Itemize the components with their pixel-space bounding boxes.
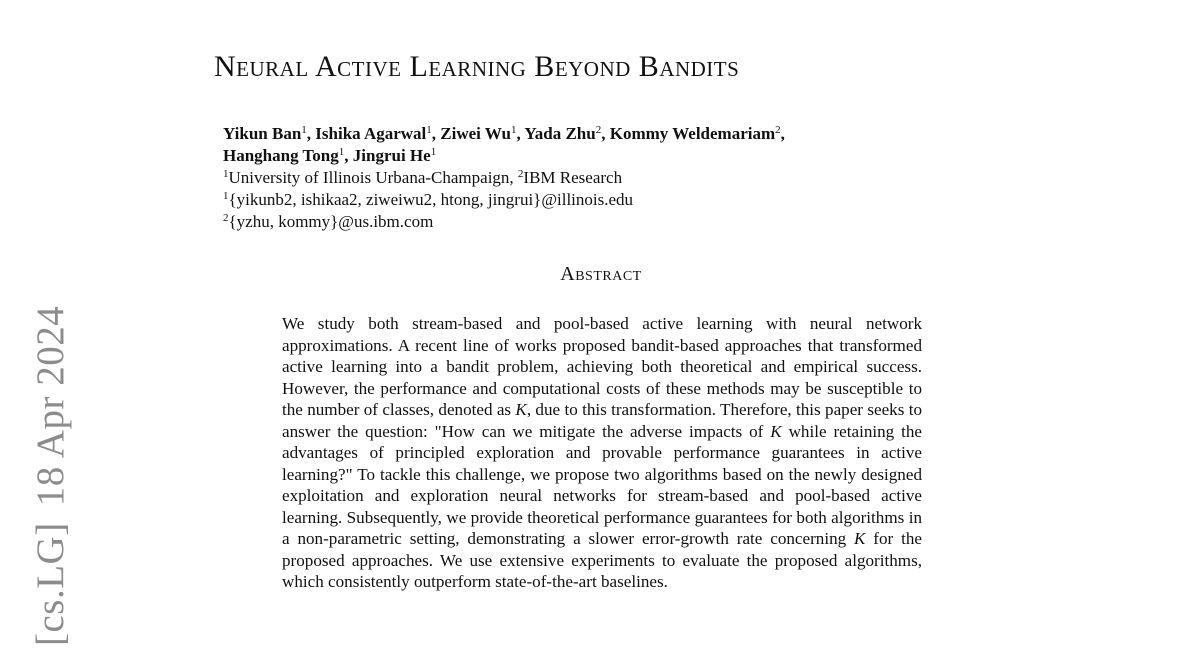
author: Hanghang Tong$^1$,	[223, 146, 353, 165]
author: Ziwei Wu$^1$,	[440, 124, 525, 143]
affiliations: $^1$University of Illinois Urbana-Champaign, $^2$IBM Research	[223, 168, 623, 187]
author: Yada Zhu$^2$,	[524, 124, 610, 143]
abstract-heading: Abstract	[560, 263, 642, 285]
arxiv-stamp	[28, 306, 73, 646]
email-line: $^1${yikunb2, ishikaa2, ziweiwu2, htong, jingrui}@illinois.edu	[223, 190, 634, 209]
arxiv-category: [cs.LG]	[29, 522, 72, 646]
author: Yikun Ban$^1$,	[223, 124, 316, 143]
paper-title: Neural Active Learning Beyond Bandits	[214, 50, 740, 83]
author-list	[223, 123, 923, 167]
arxiv-date: 18 Apr 2024	[29, 305, 72, 507]
email-line: $^2${yzhu, kommy}@us.ibm.com	[223, 212, 434, 231]
author: Kommy Weldemariam$^2$,	[609, 124, 785, 143]
author: Ishika Agarwal$^1$,	[315, 124, 441, 143]
abstract-body: We study both stream-based and pool-based active learning with neural network approximations. A recent line of works proposed bandit-based approaches that transformed active learning into a bandit problem, achieving both theoretical and empirical success. However, the performance and computational costs of these methods may be susceptible to the number of classes, denoted as K, due to this transformation. Therefore, this paper seeks to answer the question: "How can we mitigate the adverse impacts of K while retaining the advantages of principled exploration and provable performance guarantees in active learning?" To tackle this challenge, we propose two algorithms based on the newly designed exploitation and exploration neural networks for stream-based and pool-based active learning. Subsequently, we provide theoretical performance guarantees for both algorithms in a non-parametric setting, demonstrating a slower error-growth rate concerning K for the proposed approaches. We use extensive experiments to evaluate the proposed algorithms, which consistently outperform state-of-the-art baselines.	[282, 314, 922, 591]
author: Jingrui He$^1$	[352, 146, 437, 165]
